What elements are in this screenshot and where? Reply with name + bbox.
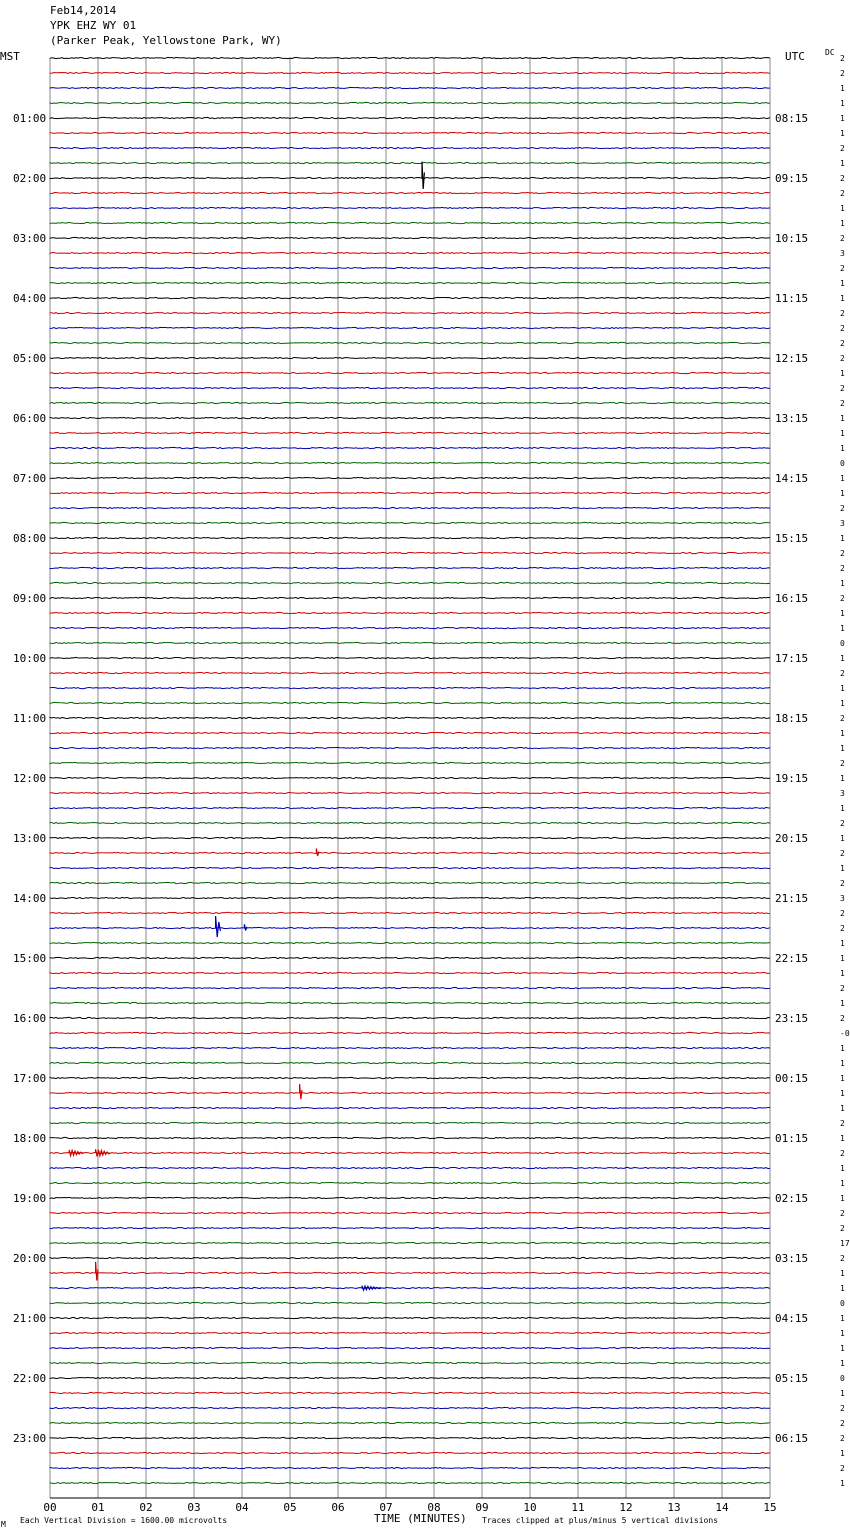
- dc-value-88: 0: [840, 1374, 845, 1383]
- trace-row-81: [50, 1272, 770, 1273]
- trace-row-88: [50, 1377, 770, 1378]
- left-hour-label: 06:00: [13, 412, 47, 425]
- event-mark-4: [300, 1084, 302, 1099]
- trace-row-95: [50, 1482, 770, 1483]
- trace-row-87: [50, 1362, 770, 1363]
- left-hour-label: 21:00: [13, 1312, 47, 1325]
- trace-row-59: [50, 942, 770, 943]
- right-hour-label: 23:15: [775, 1012, 809, 1025]
- dc-value-87: 1: [840, 1359, 845, 1368]
- right-hour-label: 15:15: [775, 532, 809, 545]
- trace-row-45: [50, 732, 770, 733]
- dc-value-58: 2: [840, 924, 845, 933]
- dc-value-10: 1: [840, 204, 845, 213]
- dc-value-57: 2: [840, 909, 845, 918]
- trace-row-76: [50, 1197, 770, 1198]
- trace-row-3: [50, 102, 770, 103]
- dc-value-52: 1: [840, 834, 845, 843]
- right-zone-label: UTC: [785, 50, 805, 63]
- right-hour-label: 03:15: [775, 1252, 809, 1265]
- dc-value-79: 17: [840, 1239, 850, 1248]
- trace-row-73: [50, 1152, 770, 1153]
- dc-value-95: 1: [840, 1479, 845, 1488]
- dc-value-54: 1: [840, 864, 845, 873]
- dc-value-25: 1: [840, 429, 845, 438]
- dc-value-53: 2: [840, 849, 845, 858]
- left-hour-label: 03:00: [13, 232, 47, 245]
- header-location: (Parker Peak, Yellowstone Park, WY): [50, 34, 282, 47]
- dc-value-14: 2: [840, 264, 845, 273]
- right-hour-label: 12:15: [775, 352, 809, 365]
- dc-value-89: 1: [840, 1389, 845, 1398]
- right-hour-label: 21:15: [775, 892, 809, 905]
- trace-row-20: [50, 357, 770, 358]
- dc-value-51: 2: [840, 819, 845, 828]
- dc-value-23: 2: [840, 399, 845, 408]
- dc-value-84: 1: [840, 1314, 845, 1323]
- right-hour-label: 20:15: [775, 832, 809, 845]
- trace-row-74: [50, 1167, 770, 1168]
- dc-value-42: 1: [840, 684, 845, 693]
- trace-row-64: [50, 1017, 770, 1018]
- dc-value-74: 1: [840, 1164, 845, 1173]
- dc-value-11: 1: [840, 219, 845, 228]
- dc-value-19: 2: [840, 339, 845, 348]
- x-tick-label: 04: [235, 1501, 249, 1514]
- left-hour-label: 17:00: [13, 1072, 47, 1085]
- trace-row-91: [50, 1422, 770, 1423]
- trace-row-44: [50, 717, 770, 718]
- trace-row-83: [50, 1302, 770, 1303]
- dc-value-47: 2: [840, 759, 845, 768]
- left-hour-label: 15:00: [13, 952, 47, 965]
- dc-value-63: 1: [840, 999, 845, 1008]
- left-hour-label: 22:00: [13, 1372, 47, 1385]
- trace-row-9: [50, 192, 770, 193]
- dc-value-22: 2: [840, 384, 845, 393]
- dc-value-39: 0: [840, 639, 845, 648]
- left-hour-label: 08:00: [13, 532, 47, 545]
- footer-clip-note: Traces clipped at plus/minus 5 vertical divisions: [482, 1516, 719, 1525]
- right-hour-label: 06:15: [775, 1432, 809, 1445]
- dc-value-28: 1: [840, 474, 845, 483]
- trace-row-63: [50, 1002, 770, 1003]
- trace-row-7: [50, 162, 770, 163]
- x-tick-label: 06: [331, 1501, 345, 1514]
- x-tick-label: 02: [139, 1501, 153, 1514]
- dc-value-55: 2: [840, 879, 845, 888]
- trace-row-93: [50, 1452, 770, 1453]
- trace-row-54: [50, 867, 770, 868]
- dc-value-94: 2: [840, 1464, 845, 1473]
- trace-row-12: [50, 237, 770, 238]
- trace-row-25: [50, 432, 770, 433]
- trace-row-27: [50, 462, 770, 463]
- event-mark-0: [422, 162, 424, 190]
- dc-value-26: 1: [840, 444, 845, 453]
- trace-row-28: [50, 477, 770, 478]
- dc-value-91: 2: [840, 1419, 845, 1428]
- right-hour-label: 09:15: [775, 172, 809, 185]
- trace-row-34: [50, 567, 770, 568]
- trace-row-65: [50, 1032, 770, 1033]
- header-date: Feb14,2014: [50, 4, 117, 17]
- trace-row-8: [50, 177, 770, 178]
- event-mark-2: [216, 916, 221, 937]
- right-hour-label: 18:15: [775, 712, 809, 725]
- trace-row-16: [50, 297, 770, 298]
- trace-row-43: [50, 702, 770, 703]
- trace-row-71: [50, 1122, 770, 1123]
- trace-row-21: [50, 372, 770, 373]
- trace-row-13: [50, 252, 770, 253]
- dc-value-61: 1: [840, 969, 845, 978]
- trace-row-72: [50, 1137, 770, 1138]
- trace-row-42: [50, 687, 770, 688]
- trace-row-51: [50, 822, 770, 823]
- trace-row-62: [50, 987, 770, 988]
- trace-row-55: [50, 882, 770, 883]
- trace-row-66: [50, 1047, 770, 1048]
- left-hour-label: 02:00: [13, 172, 47, 185]
- dc-value-59: 1: [840, 939, 845, 948]
- trace-row-60: [50, 957, 770, 958]
- trace-row-52: [50, 837, 770, 838]
- x-axis-title: TIME (MINUTES): [374, 1512, 467, 1525]
- trace-row-23: [50, 402, 770, 403]
- trace-row-61: [50, 972, 770, 973]
- trace-row-26: [50, 447, 770, 448]
- left-hour-label: 12:00: [13, 772, 47, 785]
- right-hour-label: 11:15: [775, 292, 809, 305]
- corner-mark: M: [1, 1520, 6, 1529]
- dc-value-6: 2: [840, 144, 845, 153]
- trace-row-1: [50, 72, 770, 73]
- dc-value-83: 0: [840, 1299, 845, 1308]
- trace-row-22: [50, 387, 770, 388]
- trace-row-4: [50, 117, 770, 118]
- dc-value-40: 1: [840, 654, 845, 663]
- dc-value-66: 1: [840, 1044, 845, 1053]
- trace-row-31: [50, 522, 770, 523]
- dc-value-30: 2: [840, 504, 845, 513]
- trace-row-47: [50, 762, 770, 763]
- trace-row-19: [50, 342, 770, 343]
- right-hour-label: 02:15: [775, 1192, 809, 1205]
- dc-value-38: 1: [840, 624, 845, 633]
- dc-value-92: 2: [840, 1434, 845, 1443]
- dc-value-76: 1: [840, 1194, 845, 1203]
- trace-row-35: [50, 582, 770, 583]
- x-tick-label: 00: [43, 1501, 57, 1514]
- x-tick-label: 08: [427, 1501, 441, 1514]
- left-hour-label: 09:00: [13, 592, 47, 605]
- trace-row-29: [50, 492, 770, 493]
- trace-row-17: [50, 312, 770, 313]
- dc-value-41: 2: [840, 669, 845, 678]
- right-hour-label: 01:15: [775, 1132, 809, 1145]
- trace-row-92: [50, 1437, 770, 1438]
- dc-value-50: 1: [840, 804, 845, 813]
- trace-row-41: [50, 672, 770, 673]
- trace-row-67: [50, 1062, 770, 1063]
- left-hour-label: 14:00: [13, 892, 47, 905]
- trace-row-84: [50, 1317, 770, 1318]
- dc-value-48: 1: [840, 774, 845, 783]
- trace-row-37: [50, 612, 770, 613]
- left-hour-label: 23:00: [13, 1432, 47, 1445]
- dc-value-70: 1: [840, 1104, 845, 1113]
- trace-row-38: [50, 627, 770, 628]
- dc-value-67: 1: [840, 1059, 845, 1068]
- left-hour-label: 05:00: [13, 352, 47, 365]
- right-hour-label: 10:15: [775, 232, 809, 245]
- trace-row-50: [50, 807, 770, 808]
- dc-value-60: 1: [840, 954, 845, 963]
- left-hour-label: 20:00: [13, 1252, 47, 1265]
- trace-row-58: [50, 927, 770, 928]
- dc-value-16: 1: [840, 294, 845, 303]
- trace-row-40: [50, 657, 770, 658]
- dc-value-20: 2: [840, 354, 845, 363]
- event-mark-3: [244, 924, 246, 930]
- dc-value-24: 1: [840, 414, 845, 423]
- event-mark-1: [316, 849, 318, 857]
- trace-row-36: [50, 597, 770, 598]
- trace-row-90: [50, 1407, 770, 1408]
- dc-value-3: 1: [840, 99, 845, 108]
- left-hour-label: 18:00: [13, 1132, 47, 1145]
- trace-row-10: [50, 207, 770, 208]
- dc-value-49: 3: [840, 789, 845, 798]
- right-hour-label: 05:15: [775, 1372, 809, 1385]
- dc-value-80: 2: [840, 1254, 845, 1263]
- dc-value-46: 1: [840, 744, 845, 753]
- trace-row-86: [50, 1347, 770, 1348]
- dc-value-33: 2: [840, 549, 845, 558]
- trace-row-68: [50, 1077, 770, 1078]
- left-hour-label: 19:00: [13, 1192, 47, 1205]
- dc-value-4: 1: [840, 114, 845, 123]
- x-tick-label: 11: [571, 1501, 585, 1514]
- left-hour-label: 10:00: [13, 652, 47, 665]
- dc-value-2: 1: [840, 84, 845, 93]
- dc-value-5: 1: [840, 129, 845, 138]
- left-hour-label: 13:00: [13, 832, 47, 845]
- trace-row-94: [50, 1467, 770, 1468]
- dc-value-69: 1: [840, 1089, 845, 1098]
- trace-row-53: [50, 852, 770, 853]
- dc-value-31: 3: [840, 519, 845, 528]
- x-tick-label: 05: [283, 1501, 297, 1514]
- trace-row-48: [50, 777, 770, 778]
- trace-row-70: [50, 1107, 770, 1108]
- dc-value-82: 1: [840, 1284, 845, 1293]
- dc-value-65: -0: [840, 1029, 850, 1038]
- trace-row-46: [50, 747, 770, 748]
- dc-value-62: 2: [840, 984, 845, 993]
- dc-label: DC: [825, 48, 835, 57]
- dc-value-77: 2: [840, 1209, 845, 1218]
- dc-value-68: 1: [840, 1074, 845, 1083]
- x-tick-label: 09: [475, 1501, 489, 1514]
- right-hour-label: 22:15: [775, 952, 809, 965]
- dc-value-8: 2: [840, 174, 845, 183]
- dc-value-44: 2: [840, 714, 845, 723]
- left-hour-label: 04:00: [13, 292, 47, 305]
- dc-value-35: 1: [840, 579, 845, 588]
- trace-row-85: [50, 1332, 770, 1333]
- dc-value-81: 1: [840, 1269, 845, 1278]
- trace-row-14: [50, 267, 770, 268]
- trace-row-75: [50, 1182, 770, 1183]
- x-tick-label: 15: [763, 1501, 777, 1514]
- trace-row-49: [50, 792, 770, 793]
- dc-value-75: 1: [840, 1179, 845, 1188]
- trace-row-2: [50, 87, 770, 88]
- trace-row-80: [50, 1257, 770, 1258]
- trace-row-5: [50, 132, 770, 133]
- trace-row-79: [50, 1242, 770, 1243]
- right-hour-label: 04:15: [775, 1312, 809, 1325]
- left-hour-label: 01:00: [13, 112, 47, 125]
- dc-value-36: 2: [840, 594, 845, 603]
- dc-value-21: 1: [840, 369, 845, 378]
- dc-value-37: 1: [840, 609, 845, 618]
- x-tick-label: 12: [619, 1501, 633, 1514]
- dc-value-27: 0: [840, 459, 845, 468]
- dc-value-9: 2: [840, 189, 845, 198]
- trace-row-77: [50, 1212, 770, 1213]
- dc-value-78: 2: [840, 1224, 845, 1233]
- dc-value-56: 3: [840, 894, 845, 903]
- right-hour-label: 00:15: [775, 1072, 809, 1085]
- dc-value-29: 1: [840, 489, 845, 498]
- event-mark-8: [362, 1286, 381, 1290]
- right-hour-label: 14:15: [775, 472, 809, 485]
- trace-row-89: [50, 1392, 770, 1393]
- trace-row-82: [50, 1287, 770, 1288]
- dc-value-1: 2: [840, 69, 845, 78]
- dc-value-86: 1: [840, 1344, 845, 1353]
- x-tick-label: 10: [523, 1501, 537, 1514]
- footer-scale-note: Each Vertical Division = 1600.00 microvolts: [20, 1516, 228, 1525]
- trace-row-33: [50, 552, 770, 553]
- left-hour-label: 11:00: [13, 712, 47, 725]
- header-station: YPK EHZ WY 01: [50, 19, 137, 32]
- trace-row-39: [50, 642, 770, 643]
- x-tick-label: 13: [667, 1501, 681, 1514]
- trace-row-57: [50, 912, 770, 913]
- right-hour-label: 19:15: [775, 772, 809, 785]
- left-hour-label: 07:00: [13, 472, 47, 485]
- dc-value-64: 2: [840, 1014, 845, 1023]
- dc-value-15: 1: [840, 279, 845, 288]
- trace-row-69: [50, 1092, 770, 1093]
- trace-row-0: [50, 57, 770, 58]
- right-hour-label: 16:15: [775, 592, 809, 605]
- dc-value-43: 1: [840, 699, 845, 708]
- trace-row-24: [50, 417, 770, 418]
- trace-row-18: [50, 327, 770, 328]
- dc-value-45: 1: [840, 729, 845, 738]
- dc-value-17: 2: [840, 309, 845, 318]
- dc-value-34: 2: [840, 564, 845, 573]
- trace-row-32: [50, 537, 770, 538]
- dc-value-72: 1: [840, 1134, 845, 1143]
- dc-value-0: 2: [840, 54, 845, 63]
- dc-value-13: 3: [840, 249, 845, 258]
- right-hour-label: 17:15: [775, 652, 809, 665]
- left-zone-label: MST: [0, 50, 20, 63]
- dc-value-7: 1: [840, 159, 845, 168]
- right-hour-label: 08:15: [775, 112, 809, 125]
- trace-row-78: [50, 1227, 770, 1228]
- x-tick-label: 03: [187, 1501, 201, 1514]
- right-hour-label: 13:15: [775, 412, 809, 425]
- dc-value-32: 1: [840, 534, 845, 543]
- dc-value-71: 2: [840, 1119, 845, 1128]
- left-hour-label: 16:00: [13, 1012, 47, 1025]
- trace-row-15: [50, 282, 770, 283]
- dc-value-18: 2: [840, 324, 845, 333]
- dc-value-93: 1: [840, 1449, 845, 1458]
- dc-value-85: 1: [840, 1329, 845, 1338]
- x-tick-label: 14: [715, 1501, 729, 1514]
- x-tick-label: 07: [379, 1501, 393, 1514]
- trace-row-6: [50, 147, 770, 148]
- trace-row-11: [50, 222, 770, 223]
- dc-value-90: 2: [840, 1404, 845, 1413]
- trace-row-30: [50, 507, 770, 508]
- dc-value-12: 2: [840, 234, 845, 243]
- trace-row-56: [50, 897, 770, 898]
- dc-value-73: 2: [840, 1149, 845, 1158]
- x-tick-label: 01: [91, 1501, 105, 1514]
